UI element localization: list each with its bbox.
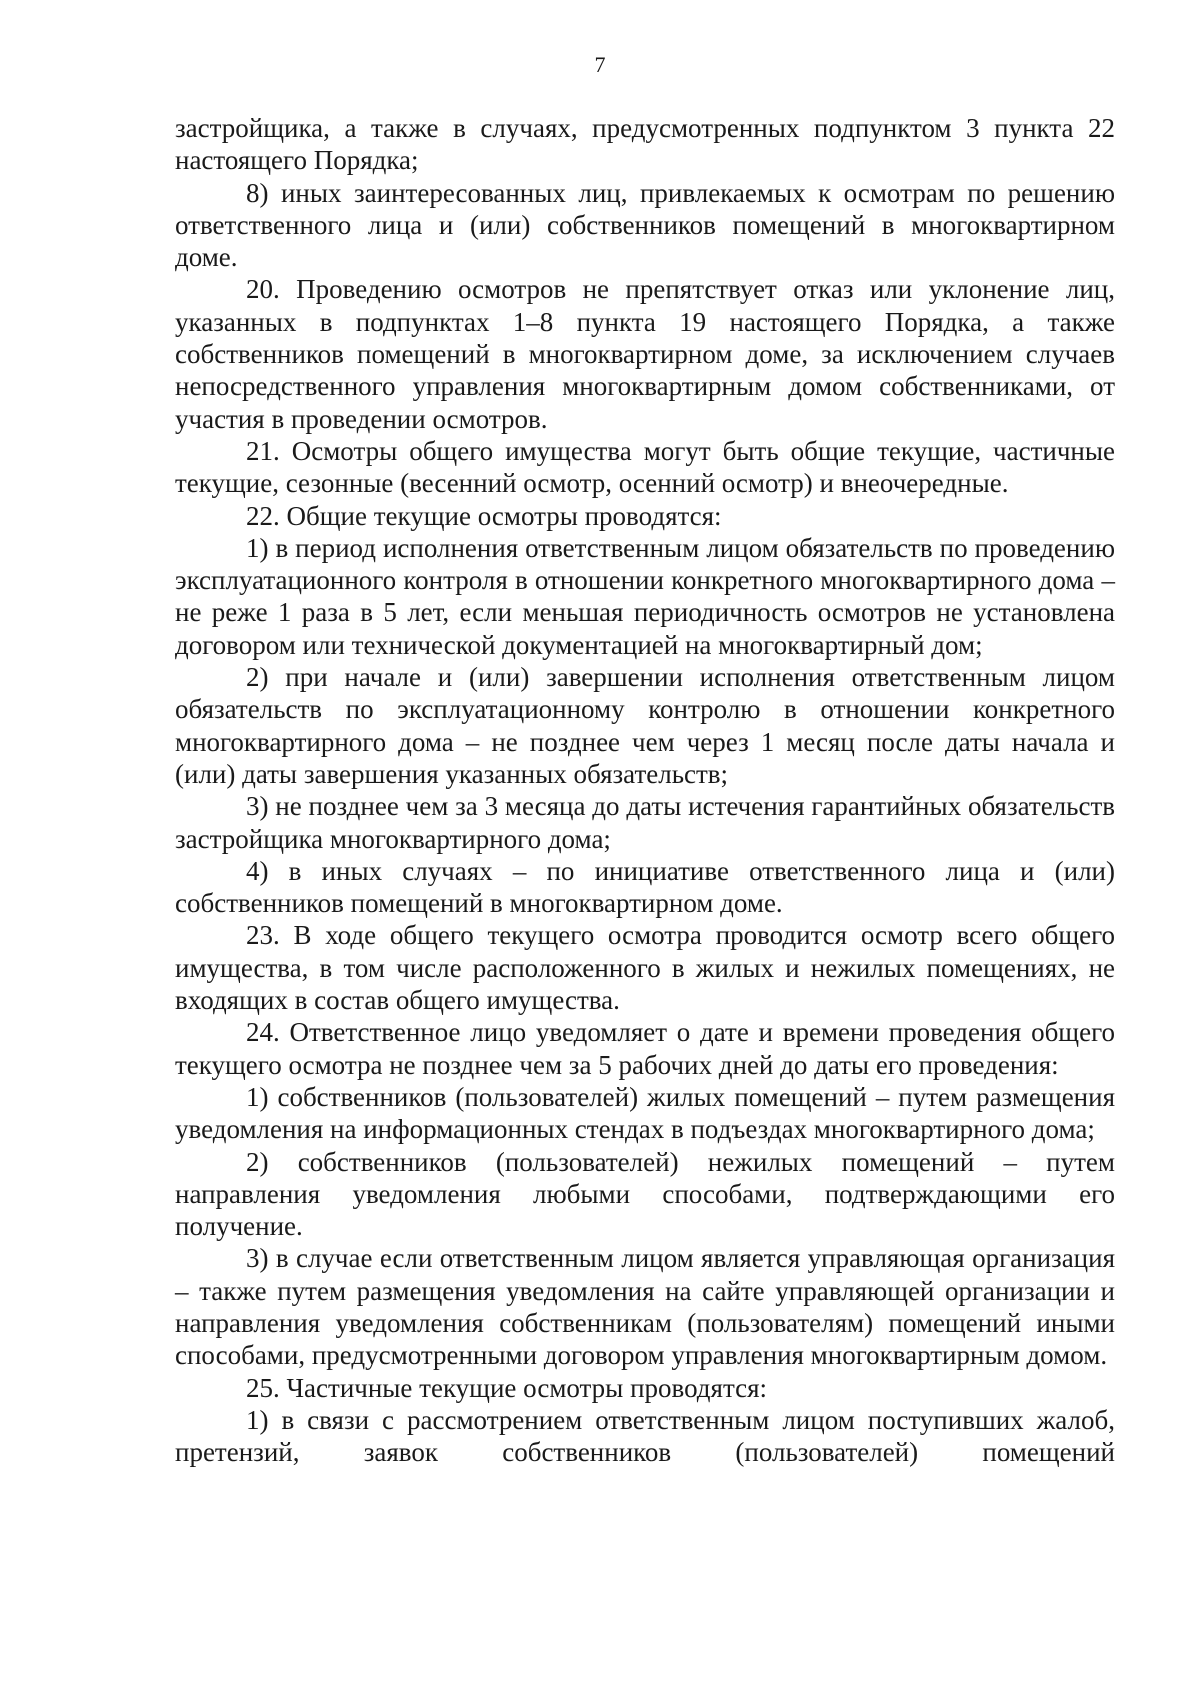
paragraph: застройщика, а также в случаях, предусмотренных подпунктом 3 пункта 22 настоящего Порядка;	[175, 113, 1115, 176]
page-number: 7	[594, 52, 606, 77]
list-item: 3) в случае если ответственным лицом является управляющая организация – также путем размещения уведомления на сайте управляющей организации и направления уведомления собственникам (пользователям) помещений иными способами, предусмотренными договором управления многоквартирным домом.	[175, 1243, 1115, 1371]
list-item: 2) при начале и (или) завершении исполнения ответственным лицом обязательств по эксплуатационному контролю в отношении конкретного многоквартирного дома – не позднее чем через 1 месяц после даты начала и (или) даты завершения указанных обязательств;	[175, 662, 1115, 789]
list-item: 1) в период исполнения ответственным лицом обязательств по проведению эксплуатационного контроля в отношении конкретного многоквартирного дома – не реже 1 раза в 5 лет, если меньшая периодичность осмотров не установлена договором или технической документацией на многоквартирный дом;	[175, 532, 1115, 660]
list-item: 1) собственников (пользователей) жилых помещений – путем размещения уведомления на информационных стендах в подъездах многоквартирного дома;	[175, 1081, 1115, 1145]
paragraph: 25. Частичные текущие осмотры проводятся:	[246, 1372, 767, 1403]
paragraph: 22. Общие текущие осмотры проводятся:	[246, 500, 722, 531]
paragraph: 24. Ответственное лицо уведомляет о дате и времени проведения общего текущего осмотра не позднее чем за 5 рабочих дней до даты его проведения:	[175, 1017, 1115, 1080]
list-item: 2) собственников (пользователей) нежилых помещений – путем направления уведомления любыми способами, подтверждающими его получение.	[175, 1146, 1115, 1242]
paragraph: 8) иных заинтересованных лиц, привлекаемых к осмотрам по решению ответственного лица и (или) собственников помещений в многоквартирном доме.	[175, 177, 1115, 273]
list-item: 4) в иных случаях – по инициативе ответственного лица и (или) собственников помещений в многоквартирном доме.	[175, 855, 1115, 919]
paragraph: 20. Проведению осмотров не препятствует отказ или уклонение лиц, указанных в подпунктах 1–8 пункта 19 настоящего Порядка, а также собственников помещений в многоквартирном доме, за исключением случаев непосредственного управления многоквартирным домом собственниками, от участия в проведении осмотров.	[175, 274, 1115, 434]
list-item: 1) в связи с рассмотрением ответственным лицом поступивших жалоб, претензий, заявок собственников (пользователей) помещений	[175, 1404, 1115, 1468]
document-body	[175, 112, 1115, 1468]
paragraph: 21. Осмотры общего имущества могут быть общие текущие, частичные текущие, сезонные (весенний осмотр, осенний осмотр) и внеочередные.	[175, 435, 1115, 499]
list-item: 3) не позднее чем за 3 месяца до даты истечения гарантийных обязательств застройщика многоквартирного дома;	[175, 791, 1115, 854]
paragraph: 23. В ходе общего текущего осмотра проводится осмотр всего общего имущества, в том числе расположенного в жилых и нежилых помещениях, не входящих в состав общего имущества.	[175, 920, 1115, 1016]
